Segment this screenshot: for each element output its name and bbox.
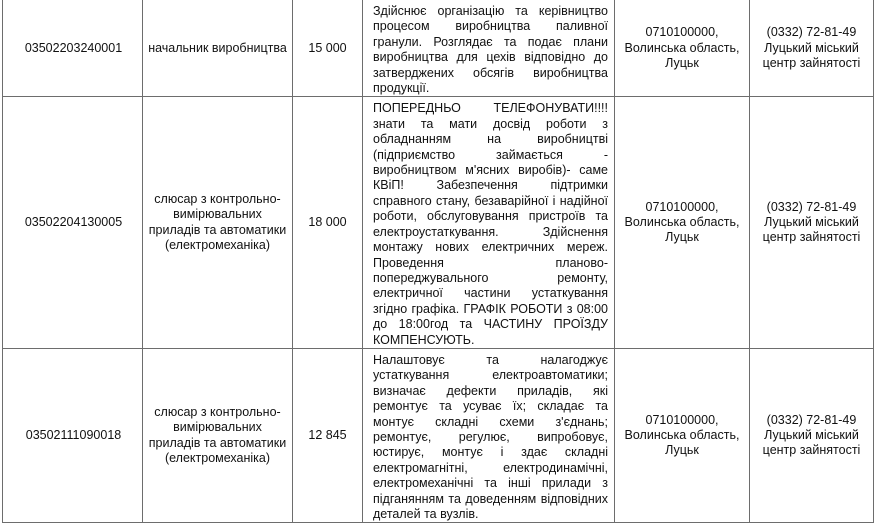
vacancy-position: слюсар з контрольно-вимірювальних приладів та автоматики (електромеханіка) bbox=[143, 97, 293, 349]
vacancy-description: Здійснює організацію та керівництво процесом виробництва паливної гранули. Розглядає та подає плани виробництва для цехів відповідно до затверджених обсягів виробництва продукції. bbox=[363, 0, 615, 97]
vacancy-contact: (0332) 72-81-49 Луцький міський центр зайнятості bbox=[750, 348, 874, 522]
vacancy-contact: (0332) 72-81-49 Луцький міський центр зайнятості bbox=[750, 97, 874, 349]
table-row bbox=[3, 0, 874, 97]
vacancy-code: 03502203240001 bbox=[3, 0, 143, 97]
vacancy-contact: (0332) 72-81-49 Луцький міський центр зайнятості bbox=[750, 0, 874, 97]
vacancy-location: 0710100000, Волинська область, Луцьк bbox=[615, 0, 750, 97]
table-row bbox=[3, 97, 874, 349]
vacancy-table bbox=[2, 0, 874, 523]
vacancy-description: Налаштовує та налагоджує устаткування електроавтоматики; визначає дефекти приладів, які ремонтує та усуває їх; складає та монтує складні схеми з'єднань; ремонтує, регулює, випробовує, юстирує, монтує і здає складні електромагнітні, електродинамічні, електромеханічні та інші прилади з пiдганянням та доведенням вiдповiдних деталей та вузлів. bbox=[363, 348, 615, 522]
vacancy-location: 0710100000, Волинська область, Луцьк bbox=[615, 348, 750, 522]
vacancy-position: слюсар з контрольно-вимірювальних приладів та автоматики (електромеханіка) bbox=[143, 348, 293, 522]
vacancy-salary: 15 000 bbox=[293, 0, 363, 97]
vacancy-code: 03502111090018 bbox=[3, 348, 143, 522]
vacancy-position: начальник виробництва bbox=[143, 0, 293, 97]
vacancy-salary: 18 000 bbox=[293, 97, 363, 349]
vacancy-location: 0710100000, Волинська область, Луцьк bbox=[615, 97, 750, 349]
vacancy-description: ПОПЕРЕДНЬО ТЕЛЕФОНУВАТИ!!!! знати та мати досвід роботи з обладнанням на виробництві (підприємство займається - виробництвом м'ясних виробів)- саме КВіП! Забезпечення підтримки справного стану, безаварійної і надійної роботи, обслуговування пристроїв та електроустаткування. Здійснення монтажу нових електричних мереж. Проведення планово-попереджувального ремонту, електричної частини устаткування згідно графіка. ГРАФІК РОБОТИ з 08:00 до 18:00год та ЧАСТИНУ ПРОЇЗДУ КОМПЕНСУЮТЬ. bbox=[363, 97, 615, 349]
vacancy-code: 03502204130005 bbox=[3, 97, 143, 349]
vacancy-salary: 12 845 bbox=[293, 348, 363, 522]
